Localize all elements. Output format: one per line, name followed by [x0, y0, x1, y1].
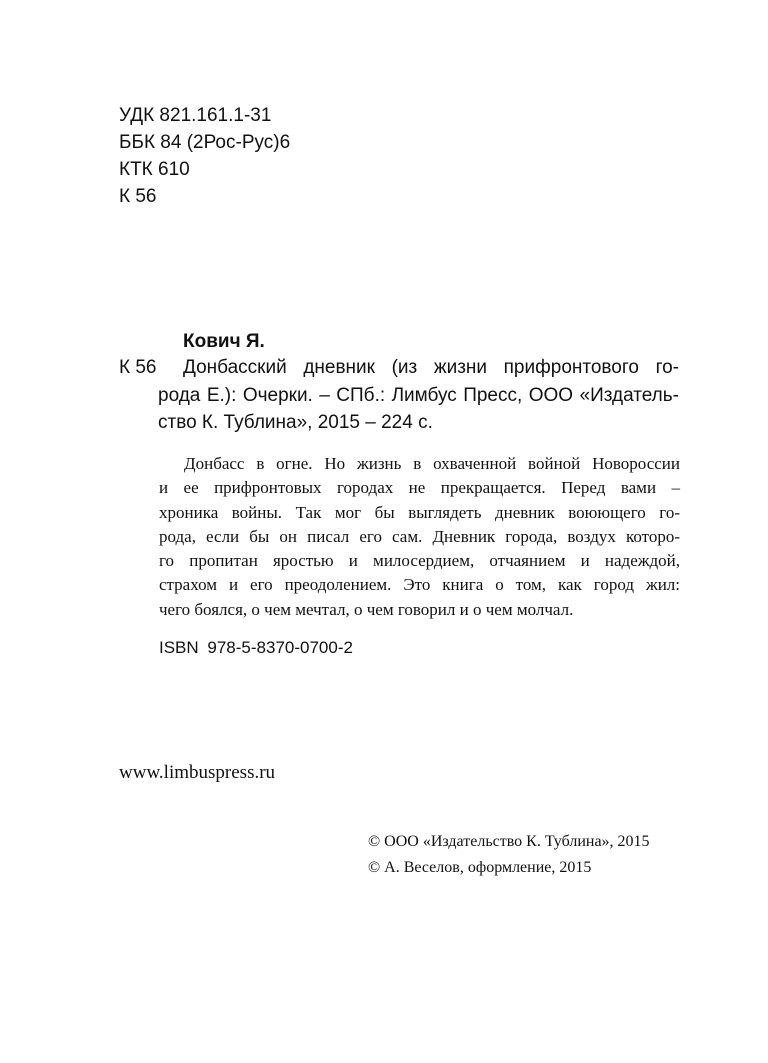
card-description-line: Донбасский дневник (из жизни прифронтового го- [183, 357, 679, 378]
annotation-line: Донбасс в огне. Но жизнь в охваченной войной Новороссии [184, 454, 680, 473]
annotation-line: страхом и его преодолением. Это книга о том, как город жил: [159, 575, 680, 595]
author-mark: К 56 [119, 186, 157, 207]
bbk-code: ББК 84 (2Рос-Рус)6 [119, 132, 291, 153]
copyright-block [368, 829, 650, 881]
classification-codes [119, 102, 290, 210]
isbn: ISBN 978-5-8370-0700-2 [159, 638, 353, 657]
card-author: Кович Я. [183, 331, 265, 352]
card-description-line: ство К. Тублина», 2015 – 224 с. [158, 412, 433, 433]
website-link[interactable]: www.limbuspress.ru [119, 762, 276, 783]
card-description [158, 354, 679, 437]
annotation-line: хроника войны. Так мог бы выглядеть дневник воюющего го- [159, 502, 680, 522]
copyright-line: © ООО «Издательство К. Тублина», 2015 [368, 833, 650, 850]
udk-code: УДК 821.161.1-31 [119, 105, 272, 126]
card-code: К 56 [119, 357, 157, 378]
annotation-line: рода, если бы он писал его сам. Дневник города, воздух которо- [159, 526, 680, 546]
card-description-line: рода Е.): Очерки. – СПб.: Лимбус Пресс, ООО «Издатель- [158, 384, 679, 406]
annotation-line: и ее прифронтовых городах не прекращается. Перед вами – [159, 478, 680, 498]
annotation [159, 452, 680, 622]
copyright-line: © А. Веселов, оформление, 2015 [368, 859, 592, 876]
ktk-code: КТК 610 [119, 159, 190, 180]
annotation-line: го пропитан яростью и милосердием, отчаянием и надеждой, [159, 551, 680, 571]
annotation-line: чего боялся, о чем мечтал, о чем говорил и о чем молчал. [159, 599, 574, 619]
